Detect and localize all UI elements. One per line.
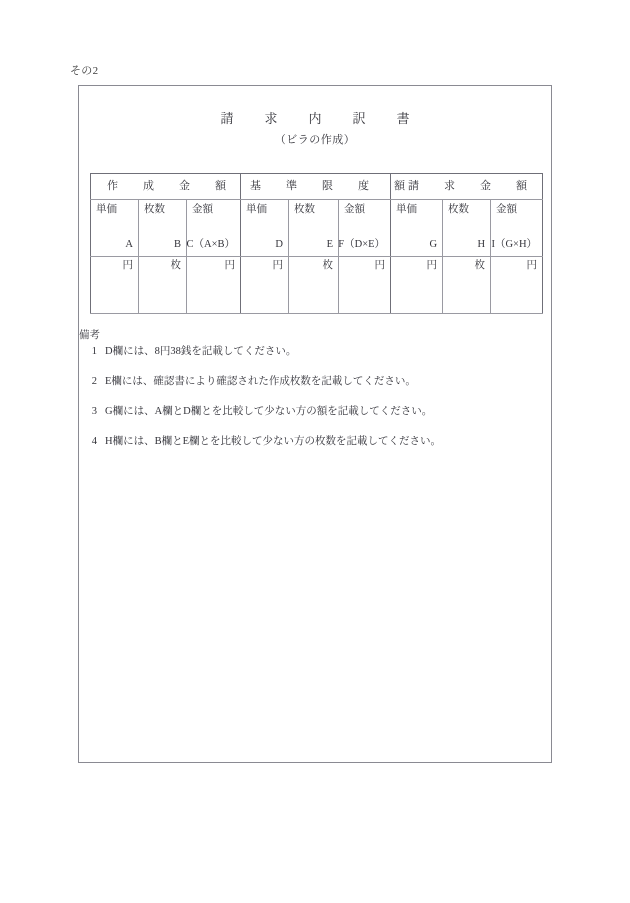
remark-text: G欄には、A欄とD欄とを比較して少ない方の額を記載してください。 <box>105 406 433 417</box>
column-header-cell-0 <box>91 200 139 257</box>
column-header-cell-3 <box>241 200 289 257</box>
breakdown-table-wrap <box>90 173 542 314</box>
entry-cell-5[interactable] <box>339 257 391 314</box>
unit-label-7: 枚 <box>474 260 486 271</box>
column-marker-4: E <box>326 239 334 250</box>
column-header-label-6: 単価 <box>396 204 418 215</box>
entry-cell-2[interactable] <box>187 257 241 314</box>
column-header-cell-8 <box>491 200 543 257</box>
remark-item <box>79 344 551 359</box>
remark-number: 1 <box>91 346 97 357</box>
unit-label-3: 円 <box>272 260 284 271</box>
column-header-label-7: 枚数 <box>448 204 470 215</box>
column-header-cell-7 <box>443 200 491 257</box>
unit-label-2: 円 <box>224 260 236 271</box>
entry-cell-6[interactable] <box>391 257 443 314</box>
page-title: 請 求 内 訳 書 <box>220 111 419 126</box>
entry-cell-7[interactable] <box>443 257 491 314</box>
column-header-label-8: 金額 <box>496 204 518 215</box>
remarks-section <box>79 329 551 449</box>
column-header-label-2: 金額 <box>192 204 213 215</box>
column-header-label-3: 単価 <box>246 204 268 215</box>
unit-label-1: 枚 <box>170 260 181 271</box>
column-marker-2: C（A×B） <box>186 239 236 250</box>
column-marker-0: A <box>125 239 133 250</box>
column-header-cell-5 <box>339 200 391 257</box>
remark-item <box>79 434 551 449</box>
remark-text: H欄には、B欄とE欄とを比較して少ない方の枚数を記載してください。 <box>105 436 441 447</box>
group-header-label-2: 請 求 金 額 <box>408 180 535 192</box>
column-header-cell-1 <box>139 200 187 257</box>
column-header-label-5: 金額 <box>344 204 366 215</box>
title-block <box>79 108 551 147</box>
group-header-cell-2 <box>391 174 543 200</box>
entry-cell-0[interactable] <box>91 257 139 314</box>
document-page-frame <box>78 85 552 763</box>
unit-label-4: 枚 <box>322 260 334 271</box>
entry-cell-3[interactable] <box>241 257 289 314</box>
column-marker-6: G <box>429 239 438 250</box>
remark-number: 3 <box>91 406 97 417</box>
sheet-label: その2 <box>70 65 99 77</box>
unit-label-8: 円 <box>526 260 538 271</box>
breakdown-table <box>90 173 543 314</box>
group-header-cell-1 <box>241 174 413 200</box>
column-header-label-0: 単価 <box>96 204 117 215</box>
column-marker-1: B <box>173 239 181 250</box>
unit-label-0: 円 <box>122 260 133 271</box>
remark-text: E欄には、確認書により確認された作成枚数を記載してください。 <box>105 376 416 387</box>
remark-number: 2 <box>91 376 97 387</box>
column-header-cell-6 <box>391 200 443 257</box>
column-marker-3: D <box>275 239 284 250</box>
unit-label-5: 円 <box>374 260 386 271</box>
remark-item <box>79 404 551 419</box>
group-header-cell-0 <box>91 174 241 200</box>
column-marker-8: I（G×H） <box>491 239 538 250</box>
column-marker-7: H <box>477 239 486 250</box>
remark-text: D欄には、8円38銭を記載してください。 <box>105 346 297 357</box>
remark-number: 4 <box>91 436 97 447</box>
table-row-group-headers <box>91 174 543 200</box>
unit-label-6: 円 <box>426 260 438 271</box>
column-header-label-1: 枚数 <box>144 204 165 215</box>
page-subtitle: （ビラの作成） <box>274 134 356 146</box>
table-row-entry <box>91 257 543 314</box>
column-header-cell-4 <box>289 200 339 257</box>
entry-cell-1[interactable] <box>139 257 187 314</box>
group-header-label-1: 基 準 限 度 額 <box>250 180 413 192</box>
column-header-label-4: 枚数 <box>294 204 316 215</box>
column-marker-5: F（D×E） <box>338 239 386 250</box>
table-row-column-headers <box>91 200 543 257</box>
column-header-cell-2 <box>187 200 241 257</box>
entry-cell-4[interactable] <box>289 257 339 314</box>
remarks-title: 備考 <box>79 330 100 341</box>
remark-item <box>79 374 551 389</box>
group-header-label-0: 作 成 金 額 <box>107 180 233 192</box>
entry-cell-8[interactable] <box>491 257 543 314</box>
